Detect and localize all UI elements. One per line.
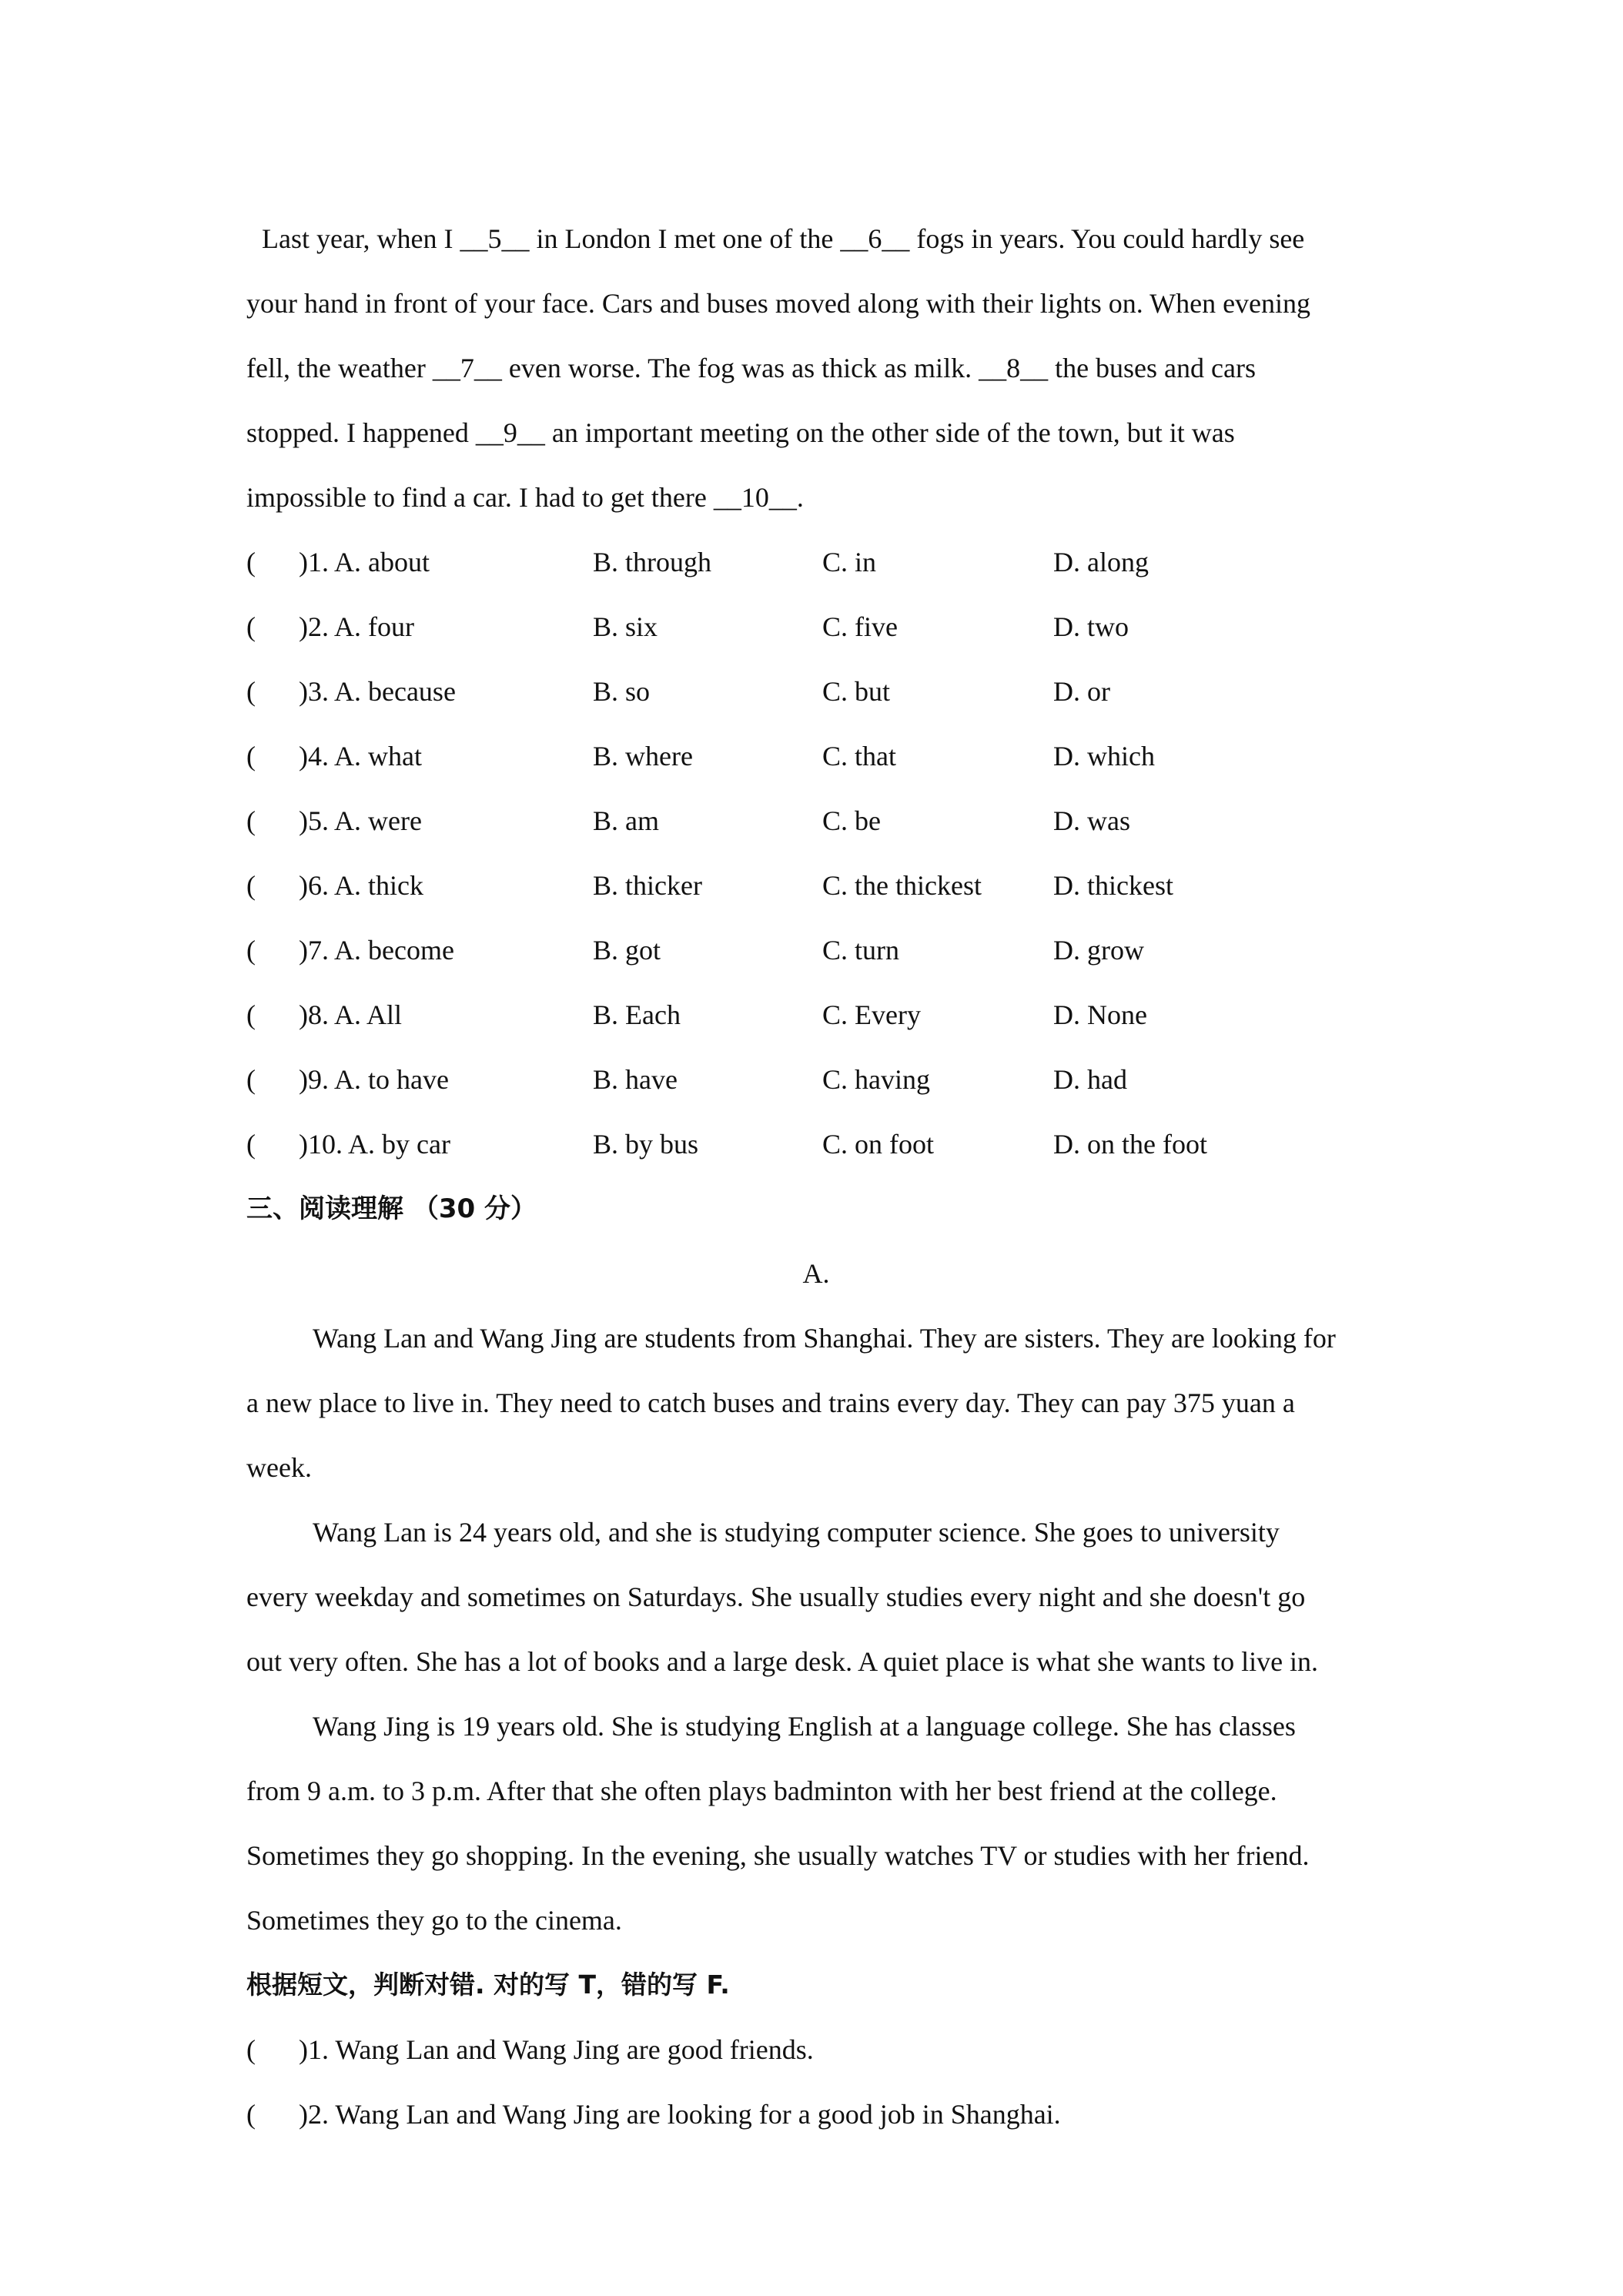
option-row-5 <box>246 788 1386 853</box>
answer-blank: ( <box>246 676 256 707</box>
cloze-line: impossible to find a car. I had to get there __10__. <box>246 482 804 513</box>
option-row-7 <box>246 918 1386 982</box>
true-false-questions <box>246 2017 1386 2147</box>
option-a: )10. A. by car <box>299 1129 450 1160</box>
option-row-6 <box>246 853 1386 918</box>
option-c: C. be <box>822 805 881 836</box>
passage-line: Wang Lan is 24 years old, and she is studying computer science. She goes to university <box>313 1517 1280 1548</box>
cloze-line: stopped. I happened __9__ an important meeting on the other side of the town, but it was <box>246 417 1235 448</box>
option-c: C. Every <box>822 999 921 1030</box>
passage-line: every weekday and sometimes on Saturdays. She usually studies every night and she doesn't go <box>246 1581 1306 1612</box>
option-b: B. got <box>593 935 661 966</box>
question-text: )1. Wang Lan and Wang Jing are good friends. <box>299 2034 814 2065</box>
option-c: C. having <box>822 1064 930 1095</box>
option-b: B. so <box>593 676 651 707</box>
option-d: D. thickest <box>1053 870 1173 901</box>
cloze-line: Last year, when I __5__ in London I met one of the __6__ fogs in years. You could hardly see <box>262 223 1305 254</box>
option-a: )8. A. All <box>299 999 403 1030</box>
option-c: C. turn <box>822 935 900 966</box>
option-c: C. in <box>822 547 877 577</box>
option-b: B. where <box>593 741 693 771</box>
cloze-line: your hand in front of your face. Cars and buses moved along with their lights on. When evening <box>246 288 1311 319</box>
answer-blank: ( <box>246 999 256 1030</box>
option-b: B. through <box>593 547 712 577</box>
option-row-9 <box>246 1047 1386 1112</box>
option-c: C. but <box>822 676 891 707</box>
option-d: D. was <box>1053 805 1130 836</box>
option-a: )5. A. were <box>299 805 422 836</box>
answer-blank: ( <box>246 2034 256 2065</box>
passage-line: Wang Lan and Wang Jing are students from Shanghai. They are sisters. They are looking for <box>313 1323 1336 1354</box>
option-row-2 <box>246 594 1386 659</box>
cloze-passage <box>246 206 1386 530</box>
option-d: D. two <box>1053 611 1129 642</box>
option-d: D. which <box>1053 741 1155 771</box>
tf-question-2 <box>246 2082 1386 2147</box>
option-d: D. or <box>1053 676 1110 707</box>
answer-blank: ( <box>246 1064 256 1095</box>
option-d: D. on the foot <box>1053 1129 1207 1160</box>
option-b: B. have <box>593 1064 678 1095</box>
reading-passage <box>246 1306 1386 1953</box>
option-a: )7. A. become <box>299 935 454 966</box>
option-d: D. had <box>1053 1064 1127 1095</box>
option-row-4 <box>246 724 1386 788</box>
option-row-10 <box>246 1112 1386 1176</box>
question-text: )2. Wang Lan and Wang Jing are looking for a good job in Shanghai. <box>299 2099 1061 2130</box>
passage-line: Wang Jing is 19 years old. She is studying English at a language college. She has classes <box>313 1711 1296 1742</box>
option-c: C. that <box>822 741 896 771</box>
section-heading: 三、阅读理解 （30 分） <box>246 1193 537 1224</box>
option-row-8 <box>246 982 1386 1047</box>
passage-line: out very often. She has a lot of books and a large desk. A quiet place is what she wants to live in. <box>246 1646 1319 1677</box>
cloze-line: fell, the weather __7__ even worse. The fog was as thick as milk. __8__ the buses and cars <box>246 353 1256 383</box>
answer-blank: ( <box>246 2099 256 2130</box>
passage-line: from 9 a.m. to 3 p.m. After that she often plays badminton with her best friend at the college. <box>246 1776 1277 1806</box>
answer-blank: ( <box>246 741 256 771</box>
option-d: D. grow <box>1053 935 1144 966</box>
option-c: C. on foot <box>822 1129 935 1160</box>
answer-blank: ( <box>246 1129 256 1160</box>
cloze-options <box>246 530 1386 1176</box>
option-b: B. thicker <box>593 870 702 901</box>
option-a: )1. A. about <box>299 547 430 577</box>
passage-line: Sometimes they go shopping. In the evening, she usually watches TV or studies with her friend. <box>246 1840 1310 1871</box>
option-a: )9. A. to have <box>299 1064 449 1095</box>
answer-blank: ( <box>246 870 256 901</box>
option-b: B. six <box>593 611 658 642</box>
tf-question-1 <box>246 2017 1386 2082</box>
page-content <box>246 206 1386 2147</box>
option-b: B. by bus <box>593 1129 699 1160</box>
answer-blank: ( <box>246 805 256 836</box>
option-row-3 <box>246 659 1386 724</box>
option-row-1 <box>246 530 1386 594</box>
option-b: B. am <box>593 805 659 836</box>
answer-blank: ( <box>246 547 256 577</box>
passage-label: A. <box>802 1258 830 1289</box>
passage-line: Sometimes they go to the cinema. <box>246 1905 622 1936</box>
option-a: )4. A. what <box>299 741 422 771</box>
option-b: B. Each <box>593 999 681 1030</box>
answer-blank: ( <box>246 935 256 966</box>
option-c: C. five <box>822 611 898 642</box>
answer-blank: ( <box>246 611 256 642</box>
option-d: D. None <box>1053 999 1147 1030</box>
option-a: )6. A. thick <box>299 870 423 901</box>
true-false-instruction: 根据短文，判断对错. 对的写 T，错的写 F. <box>246 1970 730 2000</box>
option-a: )2. A. four <box>299 611 414 642</box>
passage-line: a new place to live in. They need to catch buses and trains every day. They can pay 375 yuan a <box>246 1387 1295 1418</box>
option-a: )3. A. because <box>299 676 456 707</box>
option-d: D. along <box>1053 547 1149 577</box>
passage-line: week. <box>246 1452 312 1483</box>
option-c: C. the thickest <box>822 870 982 901</box>
